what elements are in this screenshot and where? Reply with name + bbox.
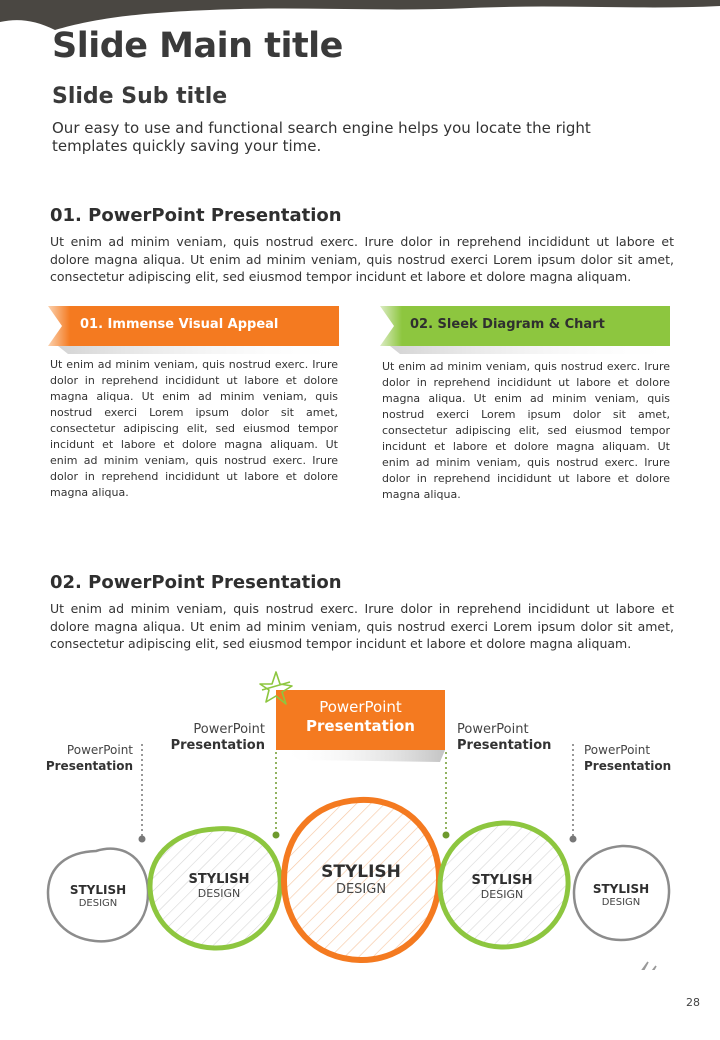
- circle-main-text: STYLISH: [592, 882, 650, 896]
- connector-dot: [139, 836, 146, 843]
- section1-body: Ut enim ad minim veniam, quis nostrud exerc. Irure dolor in reprehend incididunt ut labore et dolore magna aliqua. Ut enim ad minim veniam, quis nostrud exerci Lorem ipsum dolor sit amet, consectetur adipiscing elit, sed eiusmod tempor incidunt et labore et dolore magna aliquam.: [50, 234, 674, 284]
- circle-main-text: STYLISH: [471, 873, 533, 888]
- section2-body: Ut enim ad minim veniam, quis nostrud exerc. Irure dolor in reprehend incididunt ut labore et dolore magna aliqua. Ut enim ad minim veniam, quis nostrud exerci Lorem ipsum dolor sit amet, consectetur adipiscing elit, sed eiusmod tempor incidunt et labore et dolore magna aliquam.: [50, 601, 674, 651]
- scribble-doodle-icon: [612, 962, 670, 970]
- intro-text: Our easy to use and functional search engine helps you locate the right templates quickly saving your time.: [52, 119, 591, 155]
- circle-main-text: STYLISH: [69, 883, 127, 897]
- page-number: 28: [686, 996, 700, 1009]
- circle-main-text: STYLISH: [188, 872, 250, 887]
- label-outer-left: [40, 742, 133, 774]
- banner-immense-visual-appeal: [48, 306, 342, 346]
- banner-left-label: 01. Immense Visual Appeal: [80, 317, 279, 332]
- label-line2: Presentation: [584, 759, 672, 773]
- circle5-text: [580, 882, 662, 909]
- label-line2: Presentation: [170, 738, 265, 753]
- label-line2: Presentation: [45, 759, 133, 773]
- section2-heading: 02. PowerPoint Presentation: [50, 572, 342, 593]
- banner-right-label: 02. Sleek Diagram & Chart: [410, 317, 605, 332]
- center-label-line2: Presentation: [306, 717, 415, 735]
- label-outer-right: [584, 742, 694, 774]
- circle2-text: [175, 872, 263, 901]
- page-title: Slide Main title: [52, 26, 343, 66]
- label-inner-left: [160, 722, 265, 754]
- circle-sub-text: DESIGN: [601, 897, 641, 908]
- circle-main-text: STYLISH: [321, 862, 401, 882]
- center-label-line1: PowerPoint: [319, 698, 402, 716]
- page-subtitle: Slide Sub title: [52, 84, 228, 109]
- connector-dot: [570, 836, 577, 843]
- circle-sub-text: DESIGN: [78, 898, 118, 909]
- circle4-text: [458, 873, 546, 902]
- label-inner-right: [457, 722, 567, 754]
- banner-sleek-diagram: [380, 306, 674, 346]
- label-line1: PowerPoint: [66, 743, 133, 757]
- right-column-text: Ut enim ad minim veniam, quis nostrud exerc. Irure dolor in reprehend incididunt ut labore et dolore magna aliqua. Ut enim ad minim veniam, quis nostrud exerci Lorem ipsum dolor sit amet, consectetur adipiscing elit, sed eiusmod tempor incidunt et labore et dolore magna aliquam. Ut enim ad minim veniam, quis nostrud exerc. Irure dolor in reprehend incididunt ut labore et dolore magna aliqua.: [382, 360, 670, 501]
- circle3-text: [311, 862, 411, 898]
- center-label: [276, 698, 445, 736]
- circle-sub-text: DESIGN: [197, 887, 241, 900]
- circle-sub-text: DESIGN: [480, 888, 524, 901]
- section1-heading: 01. PowerPoint Presentation: [50, 205, 342, 226]
- label-line2: Presentation: [457, 738, 552, 753]
- left-column-text: Ut enim ad minim veniam, quis nostrud exerc. Irure dolor in reprehend incididunt ut labore et dolore magna aliqua. Ut enim ad minim veniam, quis nostrud exerci Lorem ipsum dolor sit amet, consectetur adipiscing elit, sed eiusmod tempor incidunt et labore et dolore magna aliquam. Ut enim ad minim veniam, quis nostrud exerc. Irure dolor in reprehend incididunt ut labore et dolore magna aliqua.: [50, 358, 338, 499]
- connector-dot: [443, 832, 450, 839]
- connector-dot: [273, 832, 280, 839]
- circle-sub-text: DESIGN: [335, 882, 387, 897]
- label-line1: PowerPoint: [457, 722, 529, 737]
- label-line1: PowerPoint: [584, 743, 651, 757]
- center-box-shadow: [280, 750, 445, 762]
- circle1-text: [58, 883, 138, 910]
- label-line1: PowerPoint: [193, 722, 265, 737]
